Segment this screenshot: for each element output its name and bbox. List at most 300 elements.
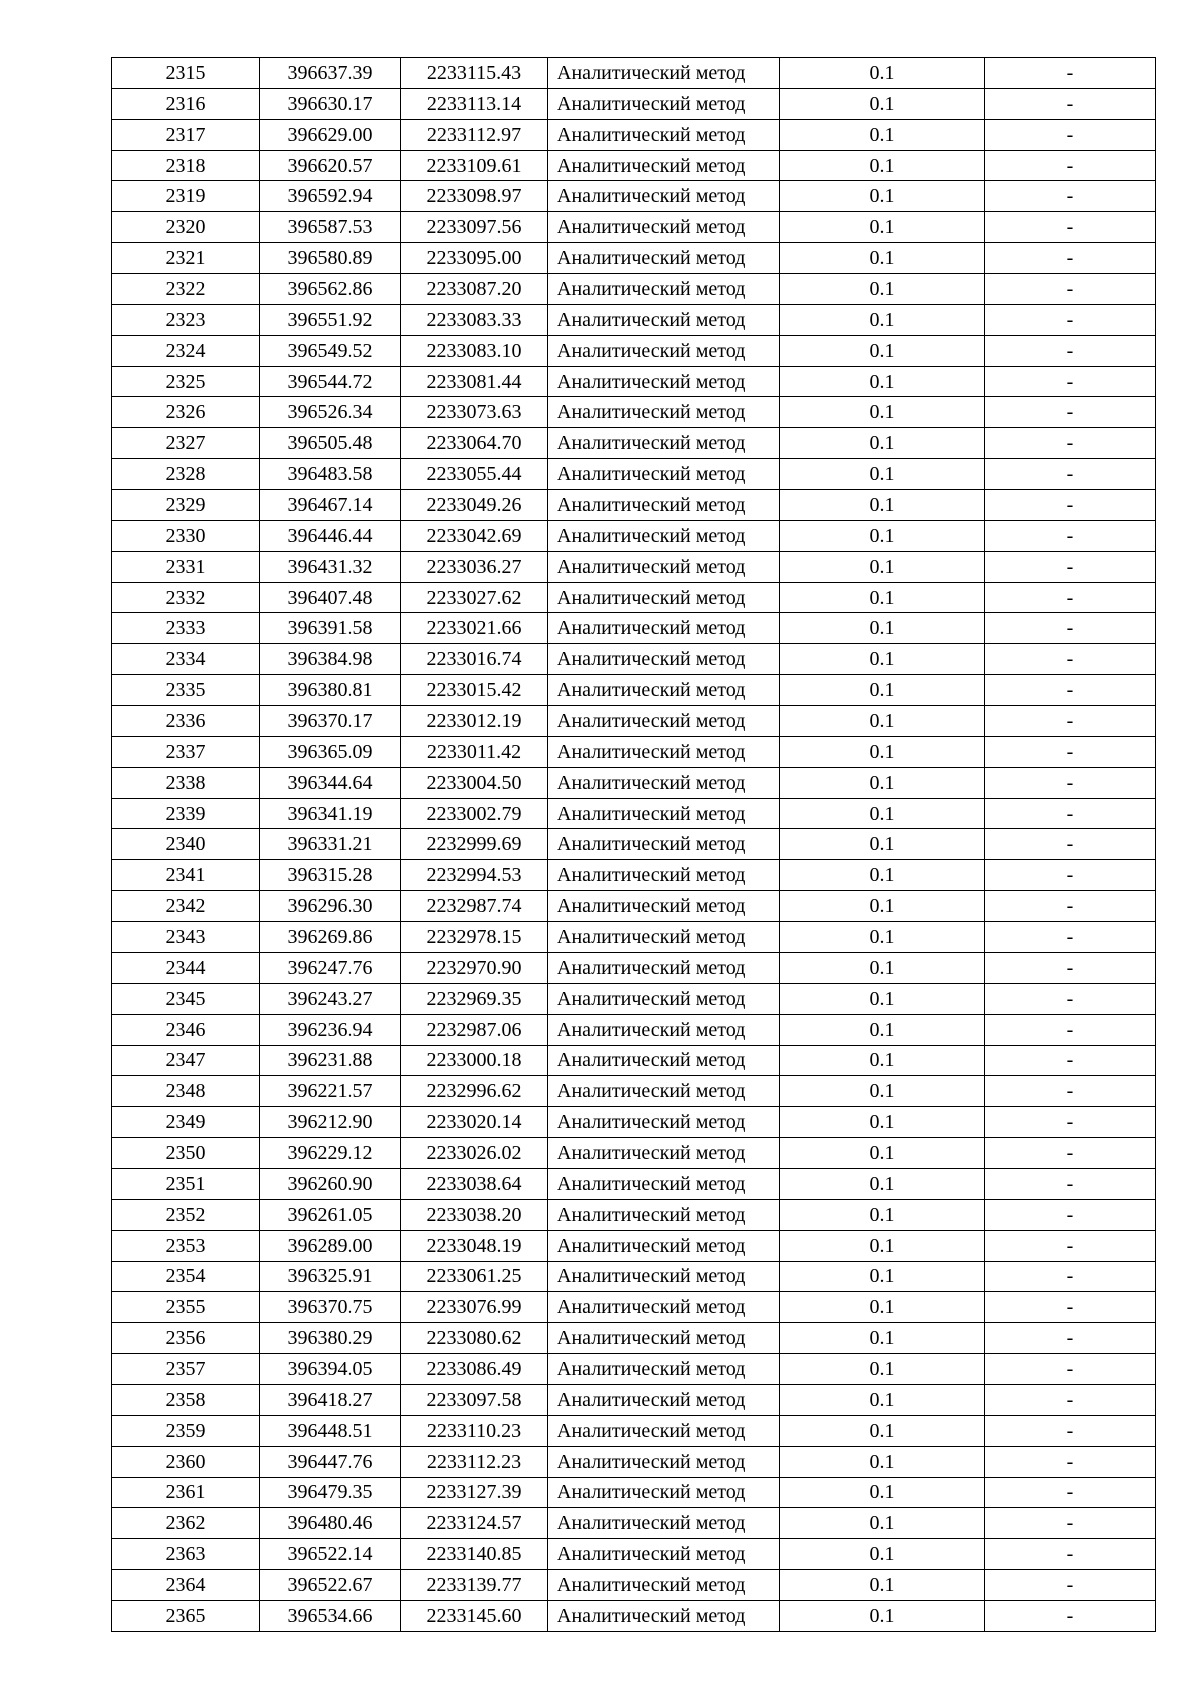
method-cell: Аналитический метод	[548, 181, 780, 212]
y-coordinate-cell: 2233097.58	[401, 1384, 548, 1415]
x-coordinate-cell: 396269.86	[260, 922, 401, 953]
y-coordinate-cell: 2233036.27	[401, 551, 548, 582]
method-cell: Аналитический метод	[548, 1292, 780, 1323]
table-row	[112, 1570, 1156, 1601]
table-row	[112, 1261, 1156, 1292]
x-coordinate-cell: 396370.75	[260, 1292, 401, 1323]
note-cell: -	[985, 274, 1156, 305]
point-number-cell: 2329	[112, 490, 260, 521]
table-row	[112, 1446, 1156, 1477]
table-row	[112, 891, 1156, 922]
method-cell: Аналитический метод	[548, 1076, 780, 1107]
note-cell: -	[985, 829, 1156, 860]
method-cell: Аналитический метод	[548, 366, 780, 397]
method-cell: Аналитический метод	[548, 304, 780, 335]
accuracy-cell: 0.1	[780, 1107, 985, 1138]
point-number-cell: 2362	[112, 1508, 260, 1539]
point-number-cell: 2365	[112, 1600, 260, 1631]
note-cell: -	[985, 1138, 1156, 1169]
x-coordinate-cell: 396260.90	[260, 1168, 401, 1199]
method-cell: Аналитический метод	[548, 736, 780, 767]
method-cell: Аналитический метод	[548, 212, 780, 243]
method-cell: Аналитический метод	[548, 829, 780, 860]
y-coordinate-cell: 2233064.70	[401, 428, 548, 459]
y-coordinate-cell: 2233002.79	[401, 798, 548, 829]
y-coordinate-cell: 2233038.64	[401, 1168, 548, 1199]
table-row	[112, 490, 1156, 521]
y-coordinate-cell: 2233004.50	[401, 767, 548, 798]
method-cell: Аналитический метод	[548, 335, 780, 366]
accuracy-cell: 0.1	[780, 860, 985, 891]
y-coordinate-cell: 2233015.42	[401, 675, 548, 706]
accuracy-cell: 0.1	[780, 1076, 985, 1107]
method-cell: Аналитический метод	[548, 706, 780, 737]
point-number-cell: 2320	[112, 212, 260, 243]
table-row	[112, 1138, 1156, 1169]
point-number-cell: 2324	[112, 335, 260, 366]
y-coordinate-cell: 2232970.90	[401, 952, 548, 983]
accuracy-cell: 0.1	[780, 582, 985, 613]
note-cell: -	[985, 397, 1156, 428]
accuracy-cell: 0.1	[780, 706, 985, 737]
table-row	[112, 366, 1156, 397]
table-row	[112, 860, 1156, 891]
point-number-cell: 2316	[112, 88, 260, 119]
note-cell: -	[985, 582, 1156, 613]
x-coordinate-cell: 396394.05	[260, 1354, 401, 1385]
table-row	[112, 119, 1156, 150]
point-number-cell: 2317	[112, 119, 260, 150]
accuracy-cell: 0.1	[780, 1446, 985, 1477]
x-coordinate-cell: 396407.48	[260, 582, 401, 613]
method-cell: Аналитический метод	[548, 119, 780, 150]
accuracy-cell: 0.1	[780, 150, 985, 181]
note-cell: -	[985, 88, 1156, 119]
point-number-cell: 2358	[112, 1384, 260, 1415]
x-coordinate-cell: 396231.88	[260, 1045, 401, 1076]
note-cell: -	[985, 490, 1156, 521]
method-cell: Аналитический метод	[548, 922, 780, 953]
table-row	[112, 1415, 1156, 1446]
accuracy-cell: 0.1	[780, 1354, 985, 1385]
accuracy-cell: 0.1	[780, 212, 985, 243]
accuracy-cell: 0.1	[780, 1539, 985, 1570]
note-cell: -	[985, 243, 1156, 274]
y-coordinate-cell: 2233061.25	[401, 1261, 548, 1292]
accuracy-cell: 0.1	[780, 58, 985, 89]
note-cell: -	[985, 1107, 1156, 1138]
table-row	[112, 1199, 1156, 1230]
method-cell: Аналитический метод	[548, 1539, 780, 1570]
point-number-cell: 2335	[112, 675, 260, 706]
accuracy-cell: 0.1	[780, 1415, 985, 1446]
table-row	[112, 582, 1156, 613]
y-coordinate-cell: 2233145.60	[401, 1600, 548, 1631]
point-number-cell: 2332	[112, 582, 260, 613]
y-coordinate-cell: 2233038.20	[401, 1199, 548, 1230]
x-coordinate-cell: 396446.44	[260, 520, 401, 551]
table-row	[112, 459, 1156, 490]
x-coordinate-cell: 396549.52	[260, 335, 401, 366]
x-coordinate-cell: 396479.35	[260, 1477, 401, 1508]
point-number-cell: 2334	[112, 644, 260, 675]
y-coordinate-cell: 2233055.44	[401, 459, 548, 490]
table-row	[112, 1477, 1156, 1508]
accuracy-cell: 0.1	[780, 181, 985, 212]
note-cell: -	[985, 1446, 1156, 1477]
coordinates-table	[111, 57, 1156, 1632]
accuracy-cell: 0.1	[780, 366, 985, 397]
x-coordinate-cell: 396331.21	[260, 829, 401, 860]
method-cell: Аналитический метод	[548, 1014, 780, 1045]
accuracy-cell: 0.1	[780, 613, 985, 644]
note-cell: -	[985, 1477, 1156, 1508]
point-number-cell: 2325	[112, 366, 260, 397]
x-coordinate-cell: 396526.34	[260, 397, 401, 428]
y-coordinate-cell: 2233113.14	[401, 88, 548, 119]
y-coordinate-cell: 2232999.69	[401, 829, 548, 860]
x-coordinate-cell: 396365.09	[260, 736, 401, 767]
point-number-cell: 2327	[112, 428, 260, 459]
accuracy-cell: 0.1	[780, 736, 985, 767]
note-cell: -	[985, 304, 1156, 335]
x-coordinate-cell: 396391.58	[260, 613, 401, 644]
table-row	[112, 613, 1156, 644]
method-cell: Аналитический метод	[548, 1354, 780, 1385]
note-cell: -	[985, 335, 1156, 366]
table-row	[112, 58, 1156, 89]
y-coordinate-cell: 2233086.49	[401, 1354, 548, 1385]
y-coordinate-cell: 2233012.19	[401, 706, 548, 737]
coordinates-table-body	[112, 58, 1156, 1632]
y-coordinate-cell: 2233110.23	[401, 1415, 548, 1446]
point-number-cell: 2360	[112, 1446, 260, 1477]
table-row	[112, 706, 1156, 737]
method-cell: Аналитический метод	[548, 551, 780, 582]
note-cell: -	[985, 1045, 1156, 1076]
point-number-cell: 2323	[112, 304, 260, 335]
table-row	[112, 1230, 1156, 1261]
note-cell: -	[985, 428, 1156, 459]
x-coordinate-cell: 396522.14	[260, 1539, 401, 1570]
accuracy-cell: 0.1	[780, 1045, 985, 1076]
x-coordinate-cell: 396431.32	[260, 551, 401, 582]
x-coordinate-cell: 396380.29	[260, 1323, 401, 1354]
x-coordinate-cell: 396384.98	[260, 644, 401, 675]
point-number-cell: 2336	[112, 706, 260, 737]
y-coordinate-cell: 2233000.18	[401, 1045, 548, 1076]
y-coordinate-cell: 2233021.66	[401, 613, 548, 644]
method-cell: Аналитический метод	[548, 1107, 780, 1138]
note-cell: -	[985, 860, 1156, 891]
x-coordinate-cell: 396370.17	[260, 706, 401, 737]
table-row	[112, 551, 1156, 582]
note-cell: -	[985, 1292, 1156, 1323]
y-coordinate-cell: 2233097.56	[401, 212, 548, 243]
y-coordinate-cell: 2233087.20	[401, 274, 548, 305]
point-number-cell: 2346	[112, 1014, 260, 1045]
y-coordinate-cell: 2232996.62	[401, 1076, 548, 1107]
x-coordinate-cell: 396247.76	[260, 952, 401, 983]
accuracy-cell: 0.1	[780, 459, 985, 490]
table-row	[112, 243, 1156, 274]
y-coordinate-cell: 2233080.62	[401, 1323, 548, 1354]
method-cell: Аналитический метод	[548, 1570, 780, 1601]
table-row	[112, 675, 1156, 706]
accuracy-cell: 0.1	[780, 675, 985, 706]
table-row	[112, 1076, 1156, 1107]
table-row	[112, 88, 1156, 119]
note-cell: -	[985, 1600, 1156, 1631]
accuracy-cell: 0.1	[780, 1138, 985, 1169]
x-coordinate-cell: 396447.76	[260, 1446, 401, 1477]
point-number-cell: 2333	[112, 613, 260, 644]
note-cell: -	[985, 1570, 1156, 1601]
method-cell: Аналитический метод	[548, 88, 780, 119]
table-row	[112, 274, 1156, 305]
point-number-cell: 2347	[112, 1045, 260, 1076]
note-cell: -	[985, 983, 1156, 1014]
method-cell: Аналитический метод	[548, 1230, 780, 1261]
point-number-cell: 2348	[112, 1076, 260, 1107]
y-coordinate-cell: 2233026.02	[401, 1138, 548, 1169]
table-row	[112, 1508, 1156, 1539]
x-coordinate-cell: 396221.57	[260, 1076, 401, 1107]
point-number-cell: 2342	[112, 891, 260, 922]
point-number-cell: 2357	[112, 1354, 260, 1385]
note-cell: -	[985, 1230, 1156, 1261]
note-cell: -	[985, 767, 1156, 798]
y-coordinate-cell: 2233115.43	[401, 58, 548, 89]
y-coordinate-cell: 2233139.77	[401, 1570, 548, 1601]
point-number-cell: 2339	[112, 798, 260, 829]
x-coordinate-cell: 396630.17	[260, 88, 401, 119]
x-coordinate-cell: 396483.58	[260, 459, 401, 490]
note-cell: -	[985, 1508, 1156, 1539]
y-coordinate-cell: 2233098.97	[401, 181, 548, 212]
point-number-cell: 2351	[112, 1168, 260, 1199]
point-number-cell: 2343	[112, 922, 260, 953]
accuracy-cell: 0.1	[780, 551, 985, 582]
x-coordinate-cell: 396620.57	[260, 150, 401, 181]
table-row	[112, 1600, 1156, 1631]
table-row	[112, 304, 1156, 335]
point-number-cell: 2322	[112, 274, 260, 305]
point-number-cell: 2353	[112, 1230, 260, 1261]
point-number-cell: 2321	[112, 243, 260, 274]
method-cell: Аналитический метод	[548, 1045, 780, 1076]
note-cell: -	[985, 366, 1156, 397]
note-cell: -	[985, 1354, 1156, 1385]
point-number-cell: 2359	[112, 1415, 260, 1446]
method-cell: Аналитический метод	[548, 1415, 780, 1446]
note-cell: -	[985, 1199, 1156, 1230]
note-cell: -	[985, 644, 1156, 675]
method-cell: Аналитический метод	[548, 1446, 780, 1477]
accuracy-cell: 0.1	[780, 798, 985, 829]
y-coordinate-cell: 2233049.26	[401, 490, 548, 521]
method-cell: Аналитический метод	[548, 150, 780, 181]
method-cell: Аналитический метод	[548, 1138, 780, 1169]
point-number-cell: 2352	[112, 1199, 260, 1230]
method-cell: Аналитический метод	[548, 767, 780, 798]
method-cell: Аналитический метод	[548, 1168, 780, 1199]
note-cell: -	[985, 922, 1156, 953]
accuracy-cell: 0.1	[780, 335, 985, 366]
point-number-cell: 2361	[112, 1477, 260, 1508]
y-coordinate-cell: 2233083.10	[401, 335, 548, 366]
note-cell: -	[985, 1168, 1156, 1199]
y-coordinate-cell: 2233027.62	[401, 582, 548, 613]
method-cell: Аналитический метод	[548, 459, 780, 490]
table-row	[112, 952, 1156, 983]
table-row	[112, 520, 1156, 551]
method-cell: Аналитический метод	[548, 582, 780, 613]
point-number-cell: 2345	[112, 983, 260, 1014]
point-number-cell: 2338	[112, 767, 260, 798]
x-coordinate-cell: 396562.86	[260, 274, 401, 305]
method-cell: Аналитический метод	[548, 644, 780, 675]
accuracy-cell: 0.1	[780, 1168, 985, 1199]
x-coordinate-cell: 396344.64	[260, 767, 401, 798]
note-cell: -	[985, 1539, 1156, 1570]
accuracy-cell: 0.1	[780, 829, 985, 860]
point-number-cell: 2337	[112, 736, 260, 767]
table-row	[112, 1168, 1156, 1199]
x-coordinate-cell: 396637.39	[260, 58, 401, 89]
x-coordinate-cell: 396467.14	[260, 490, 401, 521]
accuracy-cell: 0.1	[780, 1014, 985, 1045]
table-row	[112, 150, 1156, 181]
table-row	[112, 1323, 1156, 1354]
x-coordinate-cell: 396315.28	[260, 860, 401, 891]
method-cell: Аналитический метод	[548, 397, 780, 428]
accuracy-cell: 0.1	[780, 1323, 985, 1354]
accuracy-cell: 0.1	[780, 952, 985, 983]
accuracy-cell: 0.1	[780, 274, 985, 305]
point-number-cell: 2350	[112, 1138, 260, 1169]
method-cell: Аналитический метод	[548, 1600, 780, 1631]
y-coordinate-cell: 2233127.39	[401, 1477, 548, 1508]
method-cell: Аналитический метод	[548, 675, 780, 706]
x-coordinate-cell: 396587.53	[260, 212, 401, 243]
x-coordinate-cell: 396261.05	[260, 1199, 401, 1230]
y-coordinate-cell: 2233042.69	[401, 520, 548, 551]
accuracy-cell: 0.1	[780, 88, 985, 119]
accuracy-cell: 0.1	[780, 767, 985, 798]
accuracy-cell: 0.1	[780, 1199, 985, 1230]
x-coordinate-cell: 396229.12	[260, 1138, 401, 1169]
method-cell: Аналитический метод	[548, 860, 780, 891]
x-coordinate-cell: 396243.27	[260, 983, 401, 1014]
accuracy-cell: 0.1	[780, 1384, 985, 1415]
x-coordinate-cell: 396580.89	[260, 243, 401, 274]
point-number-cell: 2355	[112, 1292, 260, 1323]
note-cell: -	[985, 891, 1156, 922]
method-cell: Аналитический метод	[548, 1261, 780, 1292]
x-coordinate-cell: 396480.46	[260, 1508, 401, 1539]
accuracy-cell: 0.1	[780, 891, 985, 922]
table-row	[112, 1014, 1156, 1045]
note-cell: -	[985, 798, 1156, 829]
table-row	[112, 1292, 1156, 1323]
note-cell: -	[985, 613, 1156, 644]
accuracy-cell: 0.1	[780, 644, 985, 675]
x-coordinate-cell: 396212.90	[260, 1107, 401, 1138]
method-cell: Аналитический метод	[548, 1384, 780, 1415]
point-number-cell: 2328	[112, 459, 260, 490]
table-row	[112, 736, 1156, 767]
table-row	[112, 428, 1156, 459]
x-coordinate-cell: 396629.00	[260, 119, 401, 150]
point-number-cell: 2340	[112, 829, 260, 860]
method-cell: Аналитический метод	[548, 891, 780, 922]
accuracy-cell: 0.1	[780, 243, 985, 274]
table-row	[112, 1354, 1156, 1385]
y-coordinate-cell: 2232994.53	[401, 860, 548, 891]
table-row	[112, 181, 1156, 212]
accuracy-cell: 0.1	[780, 1508, 985, 1539]
table-row	[112, 335, 1156, 366]
method-cell: Аналитический метод	[548, 1477, 780, 1508]
x-coordinate-cell: 396505.48	[260, 428, 401, 459]
table-row	[112, 922, 1156, 953]
method-cell: Аналитический метод	[548, 1323, 780, 1354]
table-row	[112, 767, 1156, 798]
x-coordinate-cell: 396592.94	[260, 181, 401, 212]
method-cell: Аналитический метод	[548, 520, 780, 551]
accuracy-cell: 0.1	[780, 397, 985, 428]
table-row	[112, 644, 1156, 675]
accuracy-cell: 0.1	[780, 304, 985, 335]
note-cell: -	[985, 706, 1156, 737]
y-coordinate-cell: 2233124.57	[401, 1508, 548, 1539]
y-coordinate-cell: 2233112.23	[401, 1446, 548, 1477]
point-number-cell: 2354	[112, 1261, 260, 1292]
y-coordinate-cell: 2233112.97	[401, 119, 548, 150]
y-coordinate-cell: 2233020.14	[401, 1107, 548, 1138]
y-coordinate-cell: 2233083.33	[401, 304, 548, 335]
note-cell: -	[985, 212, 1156, 243]
note-cell: -	[985, 551, 1156, 582]
note-cell: -	[985, 675, 1156, 706]
table-row	[112, 1107, 1156, 1138]
x-coordinate-cell: 396380.81	[260, 675, 401, 706]
x-coordinate-cell: 396522.67	[260, 1570, 401, 1601]
method-cell: Аналитический метод	[548, 58, 780, 89]
method-cell: Аналитический метод	[548, 428, 780, 459]
y-coordinate-cell: 2233048.19	[401, 1230, 548, 1261]
note-cell: -	[985, 181, 1156, 212]
y-coordinate-cell: 2232987.06	[401, 1014, 548, 1045]
y-coordinate-cell: 2233081.44	[401, 366, 548, 397]
accuracy-cell: 0.1	[780, 520, 985, 551]
point-number-cell: 2344	[112, 952, 260, 983]
table-row	[112, 397, 1156, 428]
method-cell: Аналитический метод	[548, 243, 780, 274]
y-coordinate-cell: 2233073.63	[401, 397, 548, 428]
accuracy-cell: 0.1	[780, 1230, 985, 1261]
point-number-cell: 2363	[112, 1539, 260, 1570]
method-cell: Аналитический метод	[548, 1508, 780, 1539]
x-coordinate-cell: 396325.91	[260, 1261, 401, 1292]
point-number-cell: 2330	[112, 520, 260, 551]
point-number-cell: 2349	[112, 1107, 260, 1138]
y-coordinate-cell: 2232987.74	[401, 891, 548, 922]
point-number-cell: 2326	[112, 397, 260, 428]
accuracy-cell: 0.1	[780, 1570, 985, 1601]
y-coordinate-cell: 2232969.35	[401, 983, 548, 1014]
